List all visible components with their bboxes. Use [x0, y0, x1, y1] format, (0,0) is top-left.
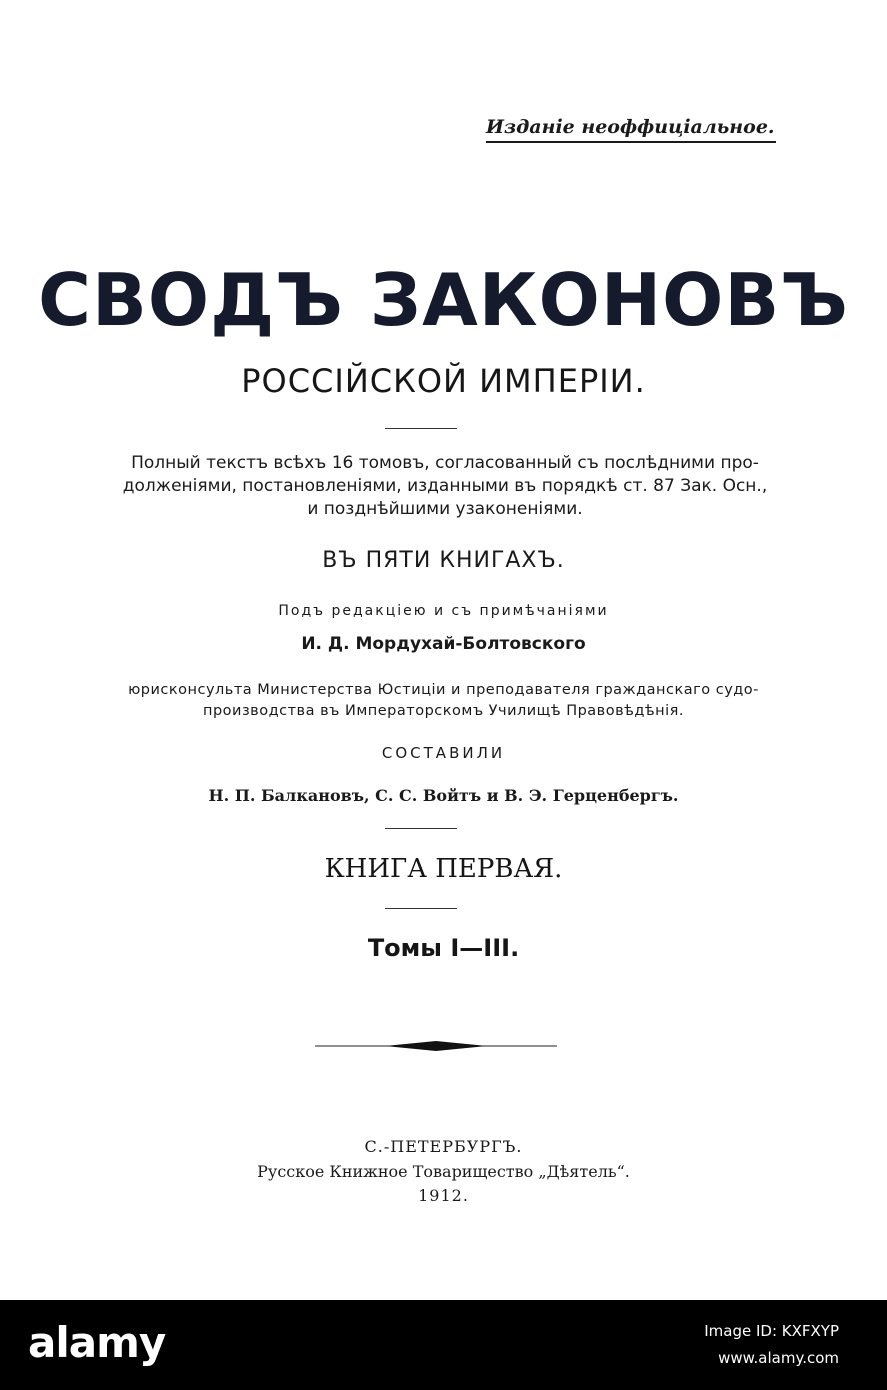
divider-rule [385, 428, 457, 429]
editor-position-line: юрисконсульта Министерства Юстиціи и преподавателя гражданскаго судо- [128, 682, 759, 698]
publication-year: 1912. [418, 1186, 469, 1205]
edition-note: Изданіе неоффиціальное. [486, 116, 775, 138]
description [70, 452, 820, 521]
watermark-footer [0, 1300, 887, 1390]
publisher: Русское Книжное Товарищество „Дѣятель“. [257, 1162, 630, 1181]
source-url: www.alamy.com [718, 1349, 839, 1367]
description-line: Полный текстъ всѣхъ 16 томовъ, согласованный съ послѣдними про- [131, 453, 759, 473]
volumes-label: Томы I—III. [367, 934, 520, 962]
divider-rule [385, 828, 457, 829]
ornament-divider [315, 1036, 557, 1056]
compilers: Н. П. Балкановъ, С. С. Войтъ и В. Э. Герценбергъ. [208, 786, 679, 805]
alamy-logo: alamy [28, 1318, 166, 1367]
book-label: КНИГА ПЕРВАЯ. [324, 854, 563, 884]
editor-position-line: производства въ Императорскомъ Училищѣ Правовѣдѣнія. [202, 703, 684, 719]
image-id: Image ID: KXFXYP [704, 1322, 839, 1340]
compiled-label: СОСТАВИЛИ [381, 744, 506, 762]
edition-underline [486, 141, 776, 143]
publication-city: С.-ПЕТЕРБУРГЪ. [364, 1137, 523, 1156]
description-line: и позднѣйшими узаконеніями. [307, 499, 583, 519]
editor-name: И. Д. Мордухай-Болтовского [301, 634, 586, 654]
description-line: долженіями, постановленіями, изданными въ порядкѣ ст. 87 Зак. Осн., [122, 476, 768, 496]
edited-by-label: Подъ редакціею и съ примѣчаніями [278, 603, 609, 619]
divider-rule [385, 908, 457, 909]
document-title: СВОДЪ ЗАКОНОВЪ [38, 258, 849, 342]
books-note: ВЪ ПЯТИ КНИГАХЪ. [322, 548, 565, 573]
editor-position [60, 680, 827, 722]
document-subtitle: РОССІЙСКОЙ ИМПЕРІИ. [241, 362, 646, 400]
